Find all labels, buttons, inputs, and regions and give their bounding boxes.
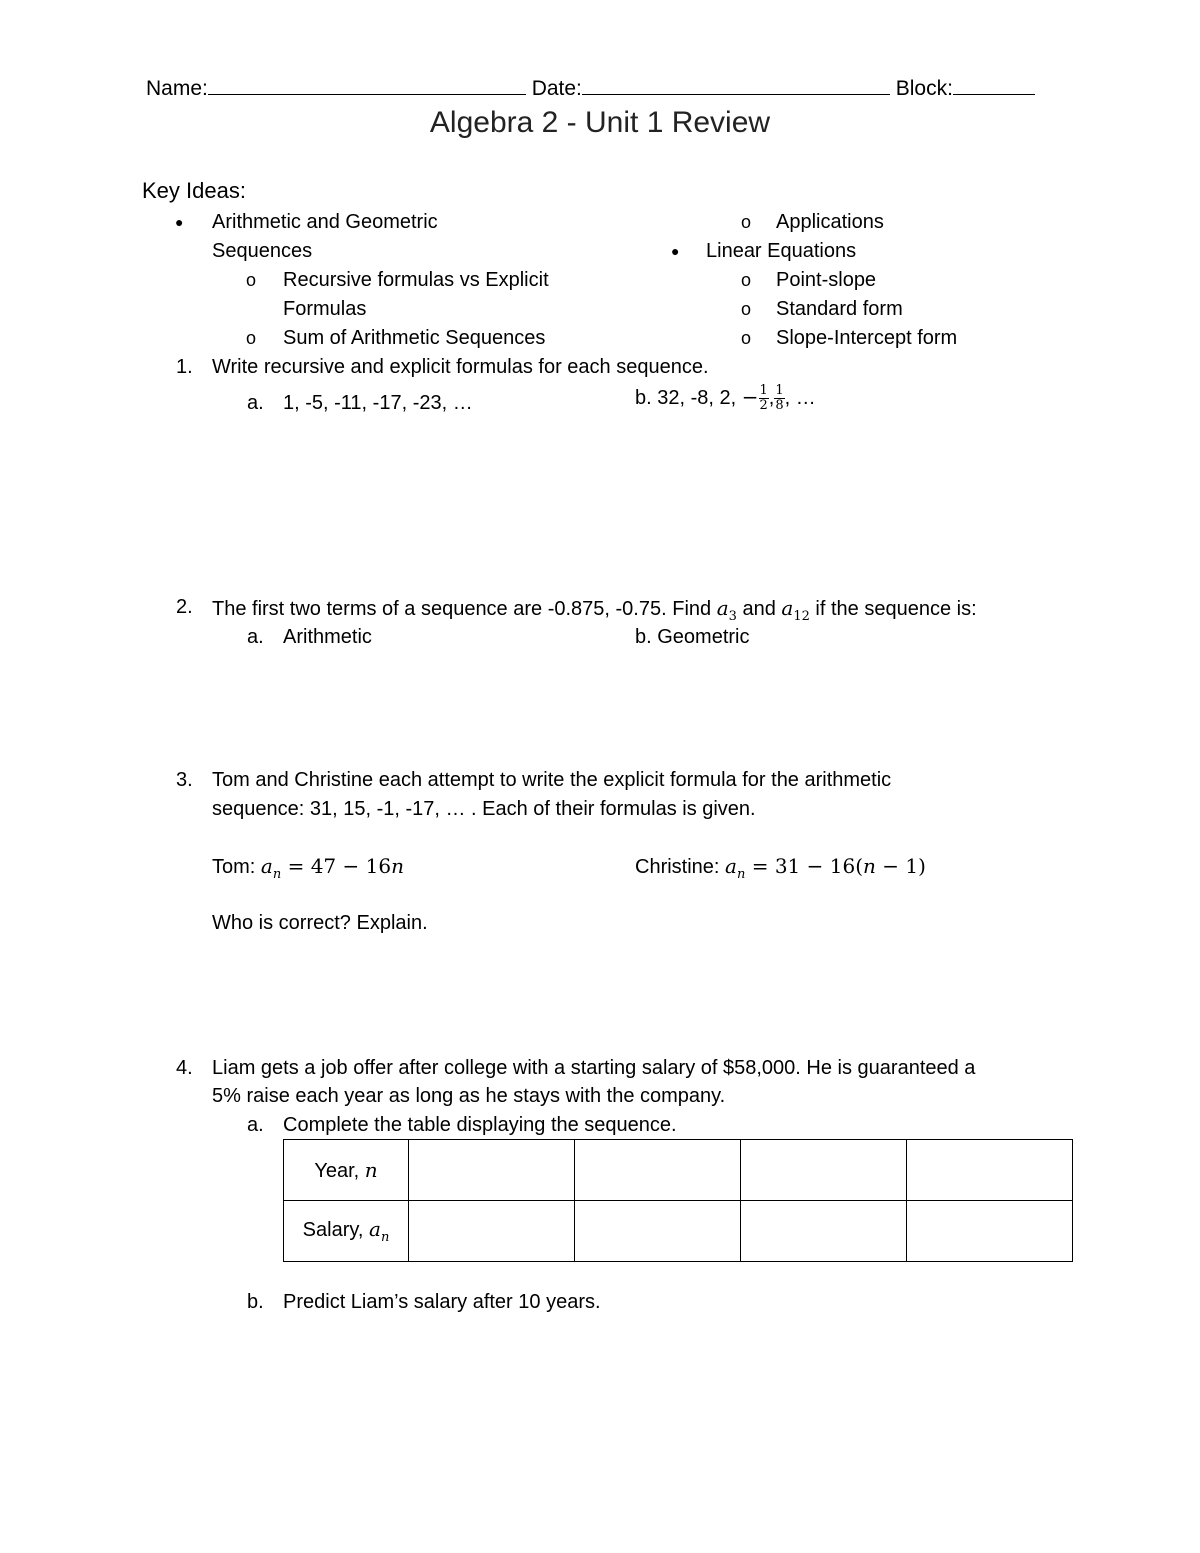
- q4-number: 4.: [176, 1057, 193, 1079]
- q3-line1: Tom and Christine each attempt to write the explicit formula for the arithmetic: [212, 769, 892, 791]
- year-label-cell: Year, n: [284, 1140, 409, 1201]
- circle-bullet-icon: o: [741, 299, 752, 319]
- circle-bullet-icon: o: [741, 270, 752, 290]
- name-blank[interactable]: [208, 74, 526, 95]
- table-row: [284, 1201, 1073, 1262]
- key-sub-recursive-cont: Formulas: [283, 298, 367, 320]
- q2-number: 2.: [176, 596, 193, 618]
- circle-bullet-icon: o: [741, 328, 752, 348]
- q4-line2: 5% raise each year as long as he stays with the company.: [212, 1085, 726, 1107]
- q4-line1: Liam gets a job offer after college with a starting salary of $58,000. He is guaranteed a: [212, 1057, 976, 1079]
- q4b-text: Predict Liam’s salary after 10 years.: [283, 1291, 601, 1313]
- key-topic-sequences-cont: Sequences: [212, 240, 313, 262]
- q2-text: The first two terms of a sequence are -0.875, -0.75. Find $a_3$ and $a_{12}$ if the sequence is:: [212, 596, 977, 624]
- q1a-sequence: 1, -5, -11, -17, -23, …: [283, 392, 473, 414]
- table-row: [284, 1140, 1073, 1201]
- key-sub-standard: Standard form: [776, 298, 903, 320]
- key-topic-sequences: Arithmetic and Geometric: [212, 211, 438, 233]
- q2a-label: a.: [247, 626, 264, 648]
- q2b-text: b. Geometric: [635, 626, 750, 648]
- year-cell[interactable]: [409, 1140, 575, 1201]
- salary-cell[interactable]: [741, 1201, 907, 1262]
- key-sub-applications: Applications: [776, 211, 884, 233]
- fraction-one-eighth: $\frac{1}{8}$: [775, 383, 784, 413]
- salary-cell[interactable]: [575, 1201, 741, 1262]
- key-topic-linear: Linear Equations: [706, 240, 857, 262]
- q4b-label: b.: [247, 1291, 264, 1313]
- key-sub-slope-intercept: Slope-Intercept form: [776, 327, 958, 349]
- q3-tom-formula: Tom: $a_n = 47 - 16n$: [212, 854, 404, 882]
- key-sub-point-slope: Point-slope: [776, 269, 877, 291]
- year-cell[interactable]: [575, 1140, 741, 1201]
- circle-bullet-icon: o: [246, 270, 257, 290]
- header-line: [146, 74, 1035, 101]
- q1a-label: a.: [247, 392, 264, 414]
- name-label: Name:: [146, 77, 208, 100]
- page-title: Algebra 2 - Unit 1 Review: [429, 106, 771, 139]
- bullet-icon: ●: [671, 243, 680, 259]
- q3-question: Who is correct? Explain.: [212, 912, 428, 934]
- q3-number: 3.: [176, 769, 193, 791]
- salary-cell[interactable]: [409, 1201, 575, 1262]
- key-sub-recursive: Recursive formulas vs Explicit: [283, 269, 549, 291]
- q3-christine-formula: Christine: $a_n = 31 - 16(n - 1)$: [635, 854, 926, 882]
- bullet-icon: ●: [175, 214, 184, 230]
- key-ideas-heading: Key Ideas:: [142, 178, 246, 203]
- q1-text: Write recursive and explicit formulas for each sequence.: [212, 356, 709, 378]
- date-label: Date:: [531, 77, 582, 100]
- q4a-text: Complete the table displaying the sequence.: [283, 1114, 677, 1136]
- q3-line2: sequence: 31, 15, -1, -17, … . Each of their formulas is given.: [212, 798, 756, 820]
- salary-label-cell: Salary, $a_n$: [284, 1201, 409, 1262]
- circle-bullet-icon: o: [741, 212, 752, 232]
- key-sub-sum: Sum of Arithmetic Sequences: [283, 327, 546, 349]
- q2a-text: Arithmetic: [283, 626, 372, 648]
- year-cell[interactable]: [907, 1140, 1073, 1201]
- salary-table: [283, 1139, 1073, 1262]
- date-blank[interactable]: [582, 74, 890, 95]
- fraction-one-half: $\frac{1}{2}$: [759, 383, 768, 413]
- circle-bullet-icon: o: [246, 328, 257, 348]
- q1b-sequence: b. 32, -8, 2, − $\frac{1}{2}$ , $\frac{1}{8}$ , …: [635, 383, 816, 413]
- block-label: Block:: [895, 77, 953, 100]
- block-blank[interactable]: [953, 74, 1035, 95]
- year-cell[interactable]: [741, 1140, 907, 1201]
- q1-number: 1.: [176, 356, 193, 378]
- salary-cell[interactable]: [907, 1201, 1073, 1262]
- q4a-label: a.: [247, 1114, 264, 1136]
